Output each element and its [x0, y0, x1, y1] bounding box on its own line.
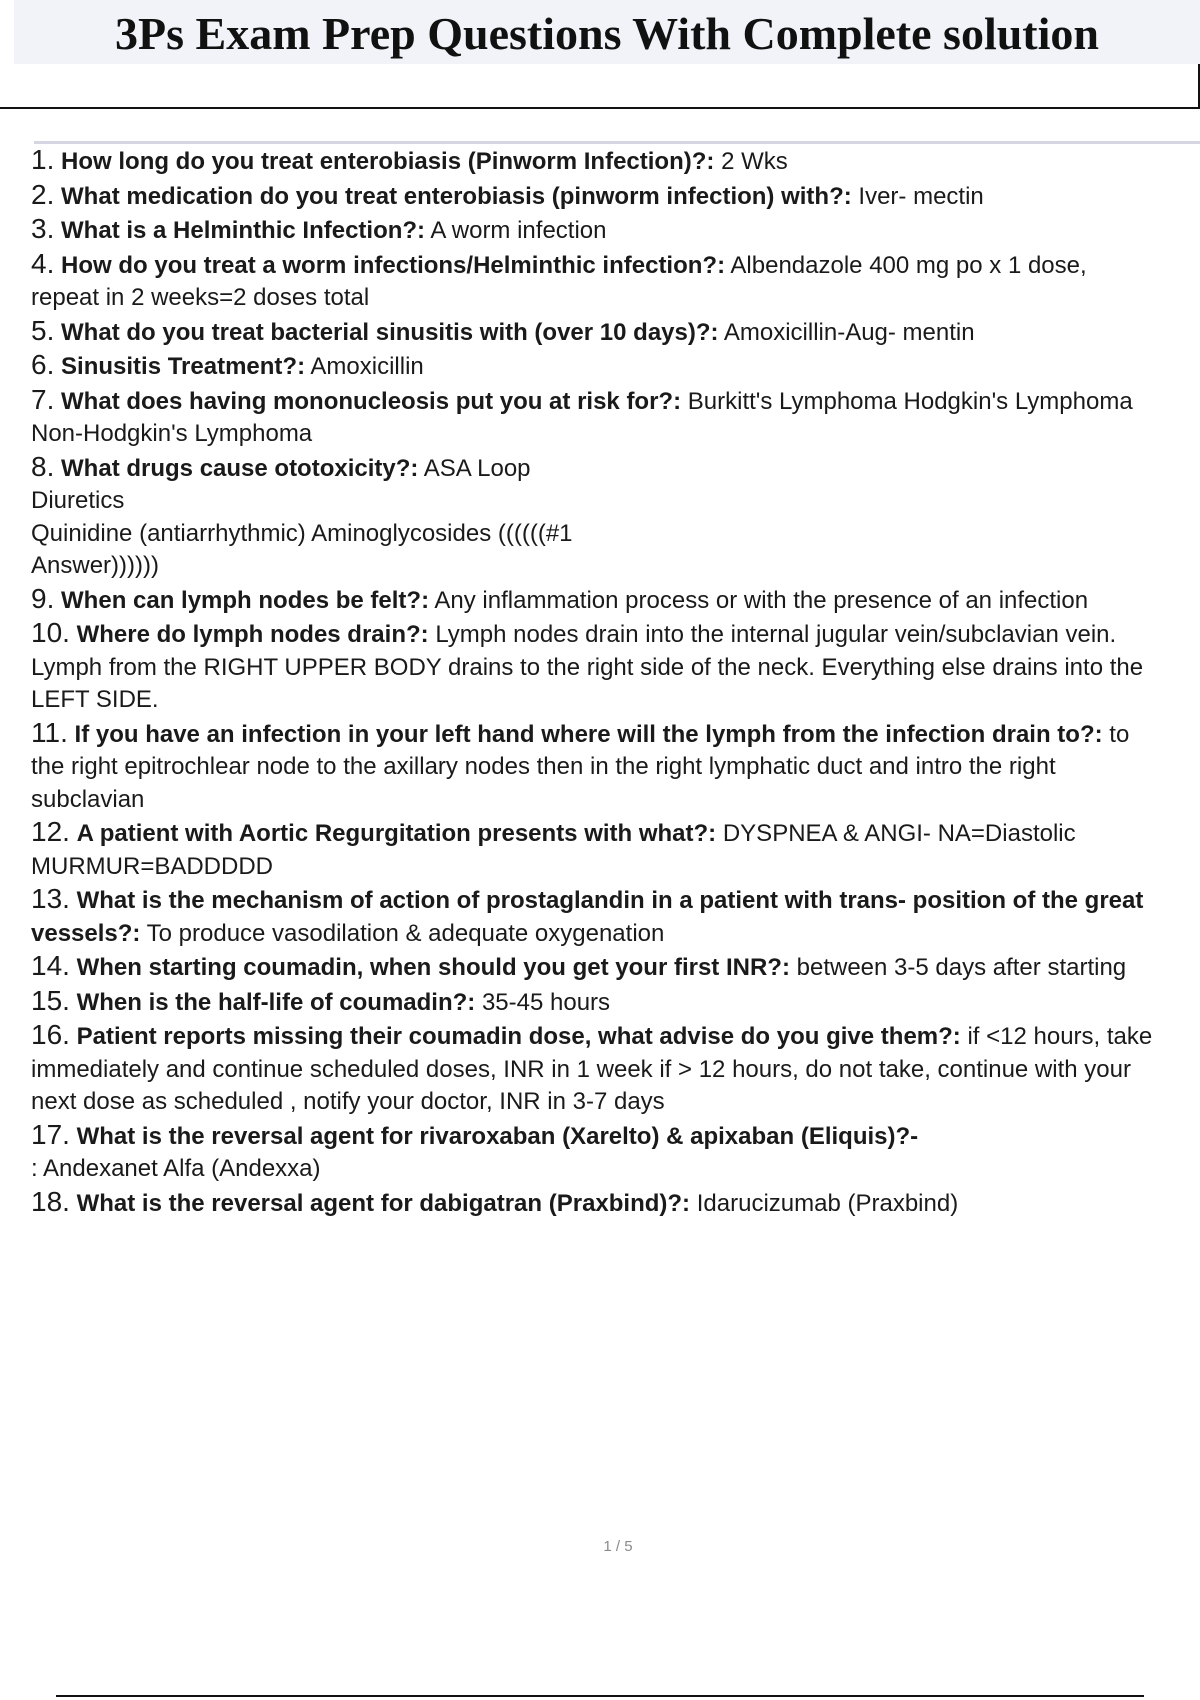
question-item	[31, 248, 1197, 315]
answer-text: 2 Wks	[721, 148, 788, 175]
answer-text-line: next dose as scheduled , notify your doctor, INR in 3-7 days	[31, 1088, 665, 1115]
answer-text: ASA Loop	[423, 454, 531, 482]
question-number: 9.	[31, 582, 55, 614]
answer-text-line: repeat in 2 weeks=2 doses total	[31, 284, 370, 311]
question-number: 17.	[31, 1118, 70, 1150]
question-item	[31, 384, 1197, 451]
question-text: How long do you treat enterobiasis (Pinworm Infection)?:	[61, 148, 715, 175]
question-text: Where do lymph nodes drain?:	[76, 621, 429, 648]
question-item	[31, 349, 1197, 384]
question-list	[31, 144, 1197, 1220]
question-number: 5.	[31, 314, 55, 346]
question-number: 8.	[31, 450, 55, 482]
question-item	[31, 213, 1197, 248]
question-number: 14.	[31, 950, 70, 981]
answer-text-line: MURMUR=BADDDDD	[31, 852, 274, 880]
question-number: 6.	[31, 349, 55, 380]
question-number: 7.	[31, 383, 55, 415]
answer-text-line: immediately and continue scheduled doses, INR in 1 week if > 12 hours, do not take, continue with your	[31, 1055, 1131, 1083]
question-number: 15.	[31, 984, 70, 1016]
question-item	[31, 1019, 1197, 1119]
answer-text: Idarucizumab (Praxbind)	[696, 1189, 959, 1217]
question-text-continued: vessels?:	[31, 919, 141, 947]
answer-text: if <12 hours, take	[967, 1023, 1153, 1050]
question-item	[31, 583, 1197, 618]
question-item	[31, 816, 1197, 883]
question-item	[31, 1186, 1197, 1221]
title-box	[0, 0, 1200, 109]
question-text: A patient with Aortic Regurgitation presents with what?:	[76, 820, 717, 847]
answer-text-line: : Andexanet Alfa (Andexxa)	[31, 1155, 321, 1182]
answer-text: Lymph nodes drain into the internal jugular vein/subclavian vein.	[435, 621, 1117, 648]
question-item	[31, 617, 1197, 717]
answer-text: Amoxicillin-Aug- mentin	[723, 318, 975, 346]
question-text: How do you treat a worm infections/Helminthic infection?:	[61, 251, 726, 279]
title-band	[14, 0, 1200, 64]
question-text: What does having mononucleosis put you at risk for?:	[61, 387, 682, 415]
answer-text: DYSPNEA & ANGI- NA=Diastolic	[722, 820, 1076, 847]
question-item	[31, 883, 1197, 950]
answer-text-line: Diuretics	[31, 487, 125, 514]
question-item	[31, 179, 1197, 214]
question-number: 1.	[31, 144, 55, 175]
question-number: 4.	[31, 247, 55, 279]
answer-text-line: the right epitrochlear node to the axillary nodes then in the right lymphatic duct and intro the right	[31, 753, 1056, 780]
question-number: 12.	[31, 816, 70, 847]
answer-text-line: Lymph from the RIGHT UPPER BODY drains to the right side of the neck. Everything else drains into the	[31, 653, 1144, 681]
question-text: Patient reports missing their coumadin dose, what advise do you give them?:	[76, 1023, 961, 1050]
question-text: Sinusitis Treatment?:	[61, 353, 306, 380]
question-number: 11.	[31, 716, 68, 748]
question-text: What is the reversal agent for rivaroxaban (Xarelto) & apixaban (Eliquis)?-	[76, 1122, 919, 1150]
question-text: When starting coumadin, when should you get your first INR?:	[76, 954, 790, 981]
question-item	[31, 717, 1197, 817]
document-title: 3Ps Exam Prep Questions With Complete solution	[115, 8, 1099, 59]
answer-text: A worm infection	[430, 217, 607, 244]
question-number: 10.	[31, 617, 70, 648]
question-number: 13.	[31, 883, 70, 914]
answer-text-line: Quinidine (antiarrhythmic) Aminoglycosides ((((((#1	[31, 519, 573, 547]
question-number: 18.	[31, 1185, 70, 1217]
footer-divider	[56, 1695, 1144, 1697]
question-text: What drugs cause ototoxicity?:	[61, 454, 419, 482]
answer-text: 35-45 hours	[481, 988, 611, 1016]
question-text: If you have an infection in your left hand where will the lymph from the infection drain to?:	[74, 720, 1103, 748]
question-text: What do you treat bacterial sinusitis with (over 10 days)?:	[61, 318, 719, 346]
answer-text: Albendazole 400 mg po x 1 dose,	[730, 251, 1087, 279]
question-item	[31, 451, 1197, 583]
question-text: What medication do you treat enterobiasis (pinworm infection) with?:	[61, 182, 852, 210]
answer-text: To produce vasodilation & adequate oxygenation	[146, 919, 665, 947]
answer-text: Iver- mectin	[858, 182, 984, 210]
answer-text-line: LEFT SIDE.	[31, 686, 159, 713]
question-number: 3.	[31, 213, 55, 244]
page-indicator: 1 / 5	[603, 1538, 633, 1555]
question-item	[31, 315, 1197, 350]
question-text: What is the reversal agent for dabigatran (Praxbind)?:	[76, 1189, 691, 1217]
answer-text: Amoxicillin	[310, 353, 424, 380]
question-number: 16.	[31, 1019, 70, 1050]
answer-text: between 3-5 days after starting	[796, 954, 1127, 981]
question-number: 2.	[31, 178, 55, 210]
question-item	[31, 985, 1197, 1020]
question-text: What is a Helminthic Infection?:	[61, 217, 426, 244]
question-text: What is the mechanism of action of prostaglandin in a patient with trans- position of the great	[76, 887, 1144, 914]
answer-text-line: subclavian	[31, 785, 145, 813]
question-item	[31, 950, 1197, 985]
question-item	[31, 1119, 1197, 1186]
answer-text-line: Non-Hodgkin's Lymphoma	[31, 420, 313, 447]
question-text: When can lymph nodes be felt?:	[61, 586, 430, 614]
question-text: When is the half-life of coumadin?:	[76, 988, 476, 1016]
answer-text-line: Answer))))))	[31, 552, 159, 579]
answer-text: to	[1109, 720, 1130, 748]
question-item	[31, 144, 1197, 179]
answer-text: Burkitt's Lymphoma Hodgkin's Lymphoma	[687, 387, 1133, 415]
answer-text: Any inflammation process or with the presence of an infection	[434, 586, 1089, 614]
